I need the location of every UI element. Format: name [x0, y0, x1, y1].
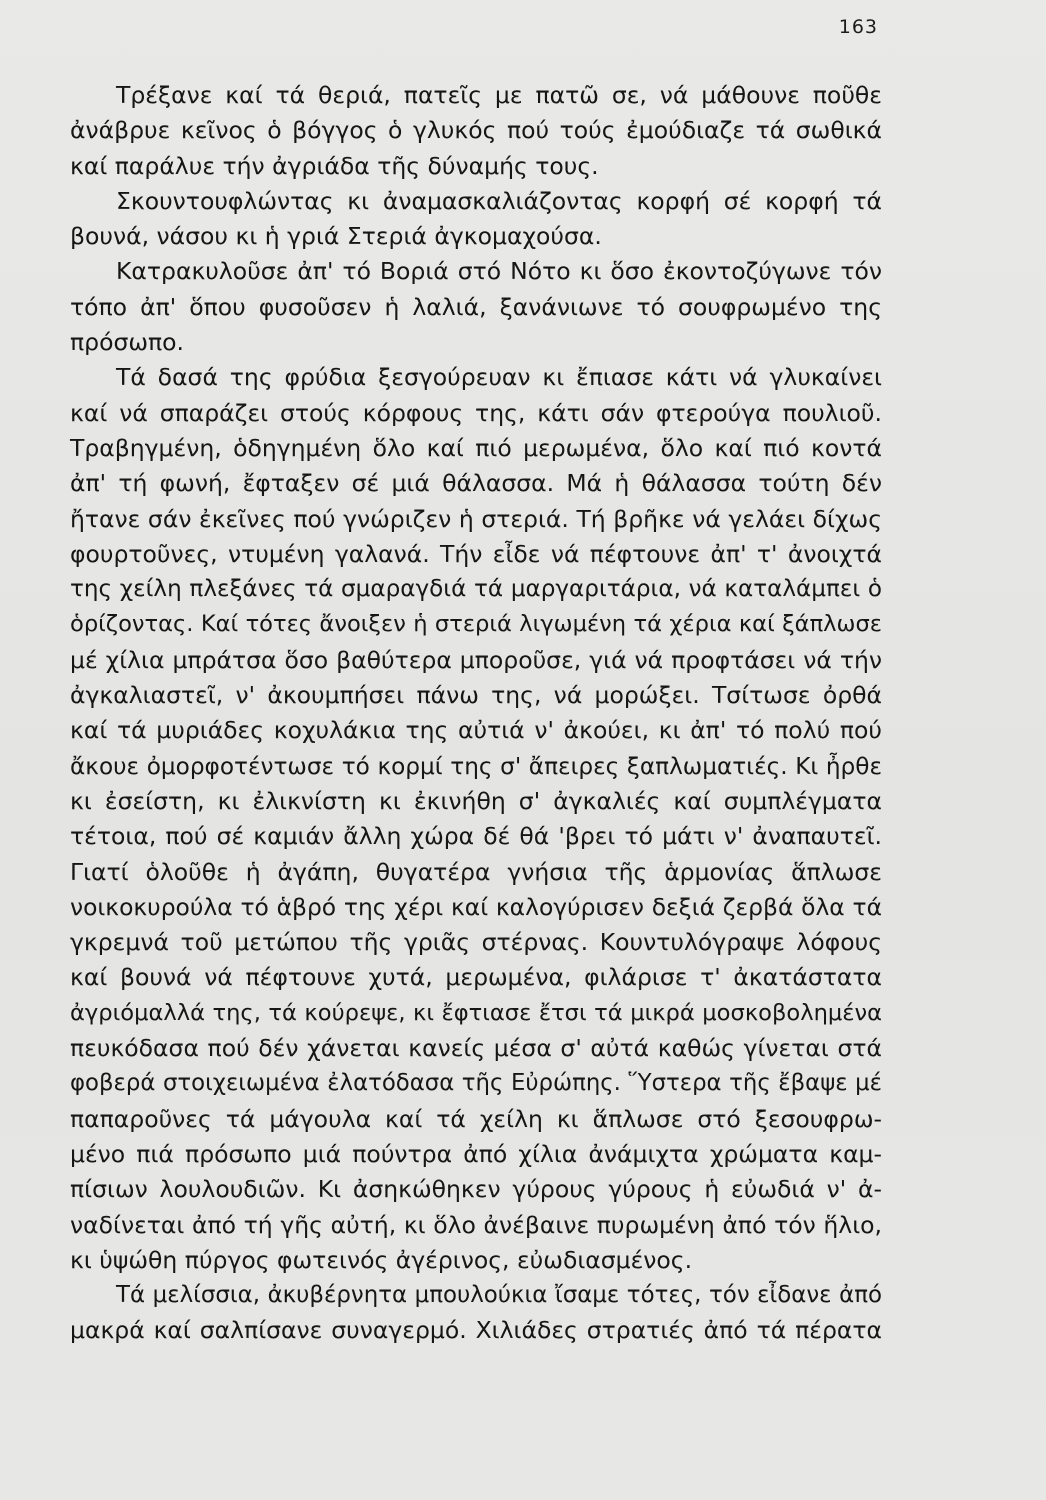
- text-line: καί βουνά νά πέφτουνε χυτά, μερωμένα, φιλάρισε τ' ἀκατάστατα: [70, 963, 882, 992]
- text-line: κι ὑψώθη πύργος φωτεινός ἀγέρινος, εὐωδιασμένος.: [70, 1245, 693, 1274]
- text-line: νοικοκυρούλα τό ἁβρό της χέρι καί καλογύρισεν δεξιά ζερβά ὅλα τά: [70, 892, 882, 921]
- text-line: πίσιων λουλουδιῶν. Κι ἀσηκώθηκεν γύρους γύρους ἡ εὐωδιά ν' ἀ-: [70, 1175, 882, 1204]
- text-line: γκρεμνά τοῦ μετώπου τῆς γριᾶς στέρνας. Κουντυλόγραψε λόφους: [70, 928, 882, 957]
- text-line: τέτοια, πού σέ καμιάν ἄλλη χώρα δέ θά 'βρει τό μάτι ν' ἀναπαυτεῖ.: [70, 822, 882, 851]
- text-line: καί νά σπαράζει στούς κόρφους της, κάτι σάν φτερούγα πουλιοῦ.: [70, 398, 882, 427]
- text-line: ἀγκαλιαστεῖ, ν' ἀκουμπήσει πάνω της, νά μορώξει. Τσίτωσε ὀρθά: [70, 681, 882, 710]
- text-line: ἀγριόμαλλά της, τά κούρεψε, κι ἔφτιασε ἔτσι τά μικρά μοσκοβολημένα: [70, 999, 882, 1026]
- text-line: μέ χίλια μπράτσα ὅσο βαθύτερα μποροῦσε, γιά νά προφτάσει νά τήν: [70, 645, 882, 674]
- text-line: πευκόδασα πού δέν χάνεται κανείς μέσα σ' αὐτά καθώς γίνεται στά: [70, 1034, 882, 1063]
- text-line: ἤτανε σάν ἐκεῖνες πού γνώριζεν ἡ στεριά. Τή βρῆκε νά γελάει δίχως: [70, 504, 882, 533]
- text-line: βουνά, νάσου κι ἡ γριά Στεριά ἀγκομαχούσα.: [70, 222, 602, 251]
- text-line: φουρτοῦνες, ντυμένη γαλανά. Τήν εἶδε νά πέφτουνε ἀπ' τ' ἀνοιχτά: [70, 539, 882, 568]
- text-line: ἄκουε ὀμορφοτέντωσε τό κορμί της σ' ἄπειρες ξαπλωματιές. Κι ἦρθε: [70, 752, 882, 780]
- text-line: Γιατί ὁλοῦθε ἡ ἀγάπη, θυγατέρα γνήσια τῆς ἁρμονίας ἅπλωσε: [70, 857, 882, 886]
- text-line: ἀπ' τή φωνή, ἔφταξεν σέ μιά θάλασσα. Μά ἡ θάλασσα τούτη δέν: [70, 469, 882, 498]
- text-line: Τά μελίσσια, ἀκυβέρνητα μπουλούκια ἴσαμε τότες, τόν εἶδανε ἀπό: [116, 1282, 882, 1309]
- text-line: ἀνάβρυε κεῖνος ὁ βόγγος ὁ γλυκός πού τούς ἐμούδιαζε τά σωθικά: [70, 116, 882, 145]
- text-line: καί παράλυε τήν ἀγριάδα τῆς δύναμής τους.: [70, 151, 599, 180]
- text-line: Τραβηγμένη, ὁδηγημένη ὅλο καί πιό μερωμένα, ὅλο καί πιό κοντά: [70, 433, 882, 462]
- text-line: παπαροῦνες τά μάγουλα καί τά χείλη κι ἅπλωσε στό ξεσουφρω-: [70, 1104, 882, 1133]
- body-text: [70, 78, 882, 1349]
- text-line: ναδίνεται ἀπό τή γῆς αὐτή, κι ὅλο ἀνέβαινε πυρωμένη ἀπό τόν ἥλιο,: [70, 1210, 882, 1239]
- text-line: μακρά καί σαλπίσανε συναγερμό. Χιλιάδες στρατιές ἀπό τά πέρατα: [70, 1316, 882, 1345]
- text-line: κι ἐσείστη, κι ἐλικνίστη κι ἐκινήθη σ' ἀγκαλιές καί συμπλέγματα: [70, 786, 882, 815]
- text-line: Τρέξανε καί τά θεριά, πατεῖς με πατῶ σε, νά μάθουνε ποῦθε: [116, 81, 882, 109]
- text-line: πρόσωπο.: [70, 328, 185, 357]
- text-line: Σκουντουφλώντας κι ἀναμασκαλιάζοντας κορφή σέ κορφή τά: [116, 186, 882, 215]
- text-line: μένο πιά πρόσωπο μιά πούντρα ἀπό χίλια ἀνάμιχτα χρώματα καμ-: [70, 1139, 882, 1168]
- text-line: ὁρίζοντας. Καί τότες ἄνοιξεν ἡ στεριά λιγωμένη τά χέρια καί ξάπλωσε: [70, 611, 882, 638]
- text-line: τόπο ἀπ' ὅπου φυσοῦσεν ἡ λαλιά, ξανάνιωνε τό σουφρωμένο της: [70, 292, 882, 321]
- text-line: Κατρακυλοῦσε ἀπ' τό Βοριά στό Νότο κι ὅσο ἐκοντοζύγωνε τόν: [116, 257, 882, 286]
- text-line: της χείλη πλεξάνες τά σμαραγδιά τά μαργαριτάρια, νά καταλάμπει ὁ: [70, 576, 882, 603]
- text-line: Τά δασά της φρύδια ξεσγούρευαν κι ἔπιασε κάτι νά γλυκαίνει: [116, 363, 882, 392]
- text-line: φοβερά στοιχειωμένα ἐλατόδασα τῆς Εὐρώπης. Ὕστερα τῆς ἔβαψε μέ: [70, 1070, 882, 1097]
- text-line: καί τά μυριάδες κοχυλάκια της αὐτιά ν' ἀκούει, κι ἀπ' τό πολύ πού: [70, 716, 882, 745]
- page-number: 163: [838, 16, 878, 38]
